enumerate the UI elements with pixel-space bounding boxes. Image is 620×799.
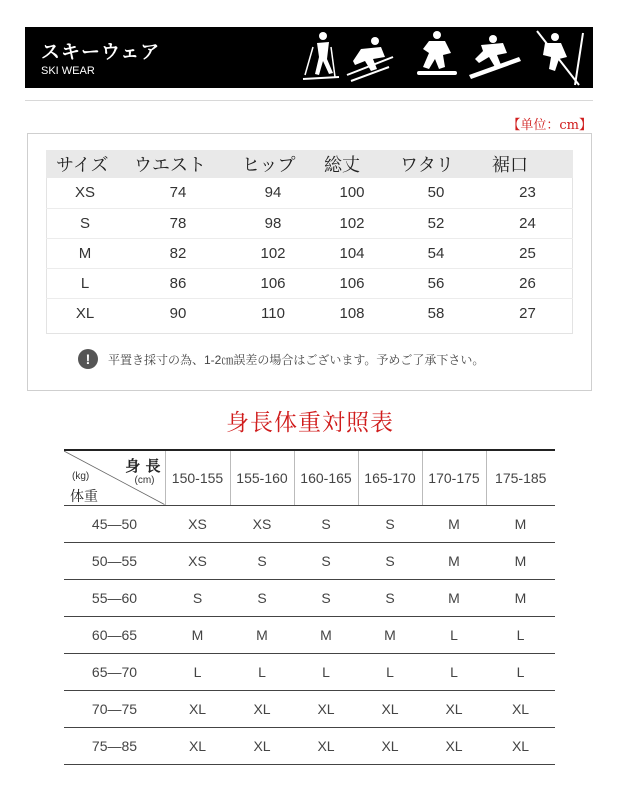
size-cell: L [230,653,294,690]
weight-range-cell: 45—50 [64,505,165,542]
height-weight-table [64,449,555,765]
size-cell: S [294,579,358,616]
table-cell: 94 [232,178,314,208]
table-row [46,178,573,208]
table-cell: 106 [314,268,390,298]
table-row [64,579,555,616]
skier-silhouettes-icon [293,27,593,88]
size-cell: XL [294,690,358,727]
table-cell: 25 [482,238,573,268]
size-cell: S [358,579,422,616]
weight-range-cell: 75—85 [64,727,165,764]
size-cell: XL [486,727,555,764]
table-cell: 56 [390,268,482,298]
table-cell: 108 [339,304,365,322]
size-cell: S [294,542,358,579]
size-table-header [46,150,573,178]
corner-header [64,450,165,505]
size-cell: L [486,616,555,653]
table-cell: 27 [519,304,536,322]
size-cell: S [165,579,230,616]
size-cell: M [46,238,124,268]
weight-unit: (kg) [72,471,90,482]
measurement-note [78,349,484,369]
table-cell: 98 [232,208,314,238]
size-cell: XL [294,727,358,764]
weight-range-cell: 55—60 [64,579,165,616]
weight-label: 体重 [70,489,98,505]
table-row [64,690,555,727]
size-cell: M [422,542,486,579]
table-cell: 100 [314,178,390,208]
table-cell: 106 [232,268,314,298]
table-row [64,616,555,653]
size-cell: XS [165,505,230,542]
size-cell: XL [358,690,422,727]
divider [25,100,593,101]
size-cell: M [422,505,486,542]
table-cell: 54 [390,238,482,268]
table-row [46,298,573,328]
table-row [64,653,555,690]
size-cell: M [294,616,358,653]
size-cell: XS [165,542,230,579]
size-cell: S [358,542,422,579]
exclamation-icon: ! [78,349,98,369]
column-header: ヒップ [232,150,314,178]
size-cell: XL [358,727,422,764]
weight-range-cell: 65—70 [64,653,165,690]
table-cell: 110 [261,304,285,322]
size-cell: L [422,616,486,653]
size-cell: XL [486,690,555,727]
table-cell: 23 [482,178,573,208]
table-row [46,238,573,268]
weight-range-cell: 50—55 [64,542,165,579]
size-cell: L [422,653,486,690]
ski-wear-banner [25,27,593,88]
size-cell: M [486,579,555,616]
table-cell: 78 [124,208,232,238]
table-cell: 102 [232,238,314,268]
size-cell: S [358,505,422,542]
table-row [64,505,555,542]
banner-title: スキーウェア [41,41,161,63]
size-cell: M [165,616,230,653]
table-cell: 104 [314,238,390,268]
table-cell: 86 [124,268,232,298]
table-cell: 82 [124,238,232,268]
size-cell: M [422,579,486,616]
size-cell: XL [165,690,230,727]
unit-label: 【单位：cm】 [507,118,592,133]
size-cell: XL [165,727,230,764]
table-row [46,268,573,298]
height-label: 身 長 [125,457,161,475]
size-cell: L [46,268,124,298]
height-range-header: 165-170 [358,450,422,505]
table-cell: 58 [427,304,445,322]
note-text: 平置き採寸の為、1-2㎝誤差の場合はございます。予めご了承下さい。 [108,352,485,367]
table-cell: 102 [314,208,390,238]
height-range-header: 155-160 [230,450,294,505]
size-table [46,150,573,328]
column-header: ワタリ [390,150,482,178]
size-cell: M [486,542,555,579]
weight-range-cell: 70—75 [64,690,165,727]
table-cell: 74 [124,178,232,208]
column-header: ウエスト [124,150,232,178]
column-header: サイズ [46,150,124,178]
size-cell: L [294,653,358,690]
table-row [64,542,555,579]
height-unit: (cm) [134,475,155,486]
table-cell: 24 [482,208,573,238]
size-chart-frame [27,133,592,391]
weight-range-cell: 60—65 [64,616,165,653]
size-cell: L [165,653,230,690]
banner-subtitle: SKI WEAR [41,65,95,77]
size-cell: L [358,653,422,690]
size-cell: S [294,505,358,542]
size-cell: L [486,653,555,690]
size-cell: S [46,208,124,238]
size-cell: XL [422,690,486,727]
height-range-header: 150-155 [165,450,230,505]
column-header: 裾口 [482,150,573,178]
table-cell: 26 [482,268,573,298]
size-cell: M [230,616,294,653]
size-cell: M [486,505,555,542]
size-cell: XS [46,178,124,208]
size-cell: XL [230,690,294,727]
size-cell: S [230,542,294,579]
column-header: 総丈 [314,150,390,178]
table-cell: 90 [169,304,187,322]
height-range-header: 175-185 [486,450,555,505]
hw-table-header [64,450,555,505]
size-cell: M [358,616,422,653]
size-cell: S [230,579,294,616]
height-range-header: 170-175 [422,450,486,505]
table-cell: 52 [390,208,482,238]
size-cell: XL [422,727,486,764]
size-cell: XL [75,304,95,322]
table-row [64,727,555,764]
table-cell: 50 [390,178,482,208]
size-cell: XS [230,505,294,542]
size-cell: XL [230,727,294,764]
height-range-header: 160-165 [294,450,358,505]
table-row [46,208,573,238]
section-title: 身長体重対照表 [226,410,394,436]
